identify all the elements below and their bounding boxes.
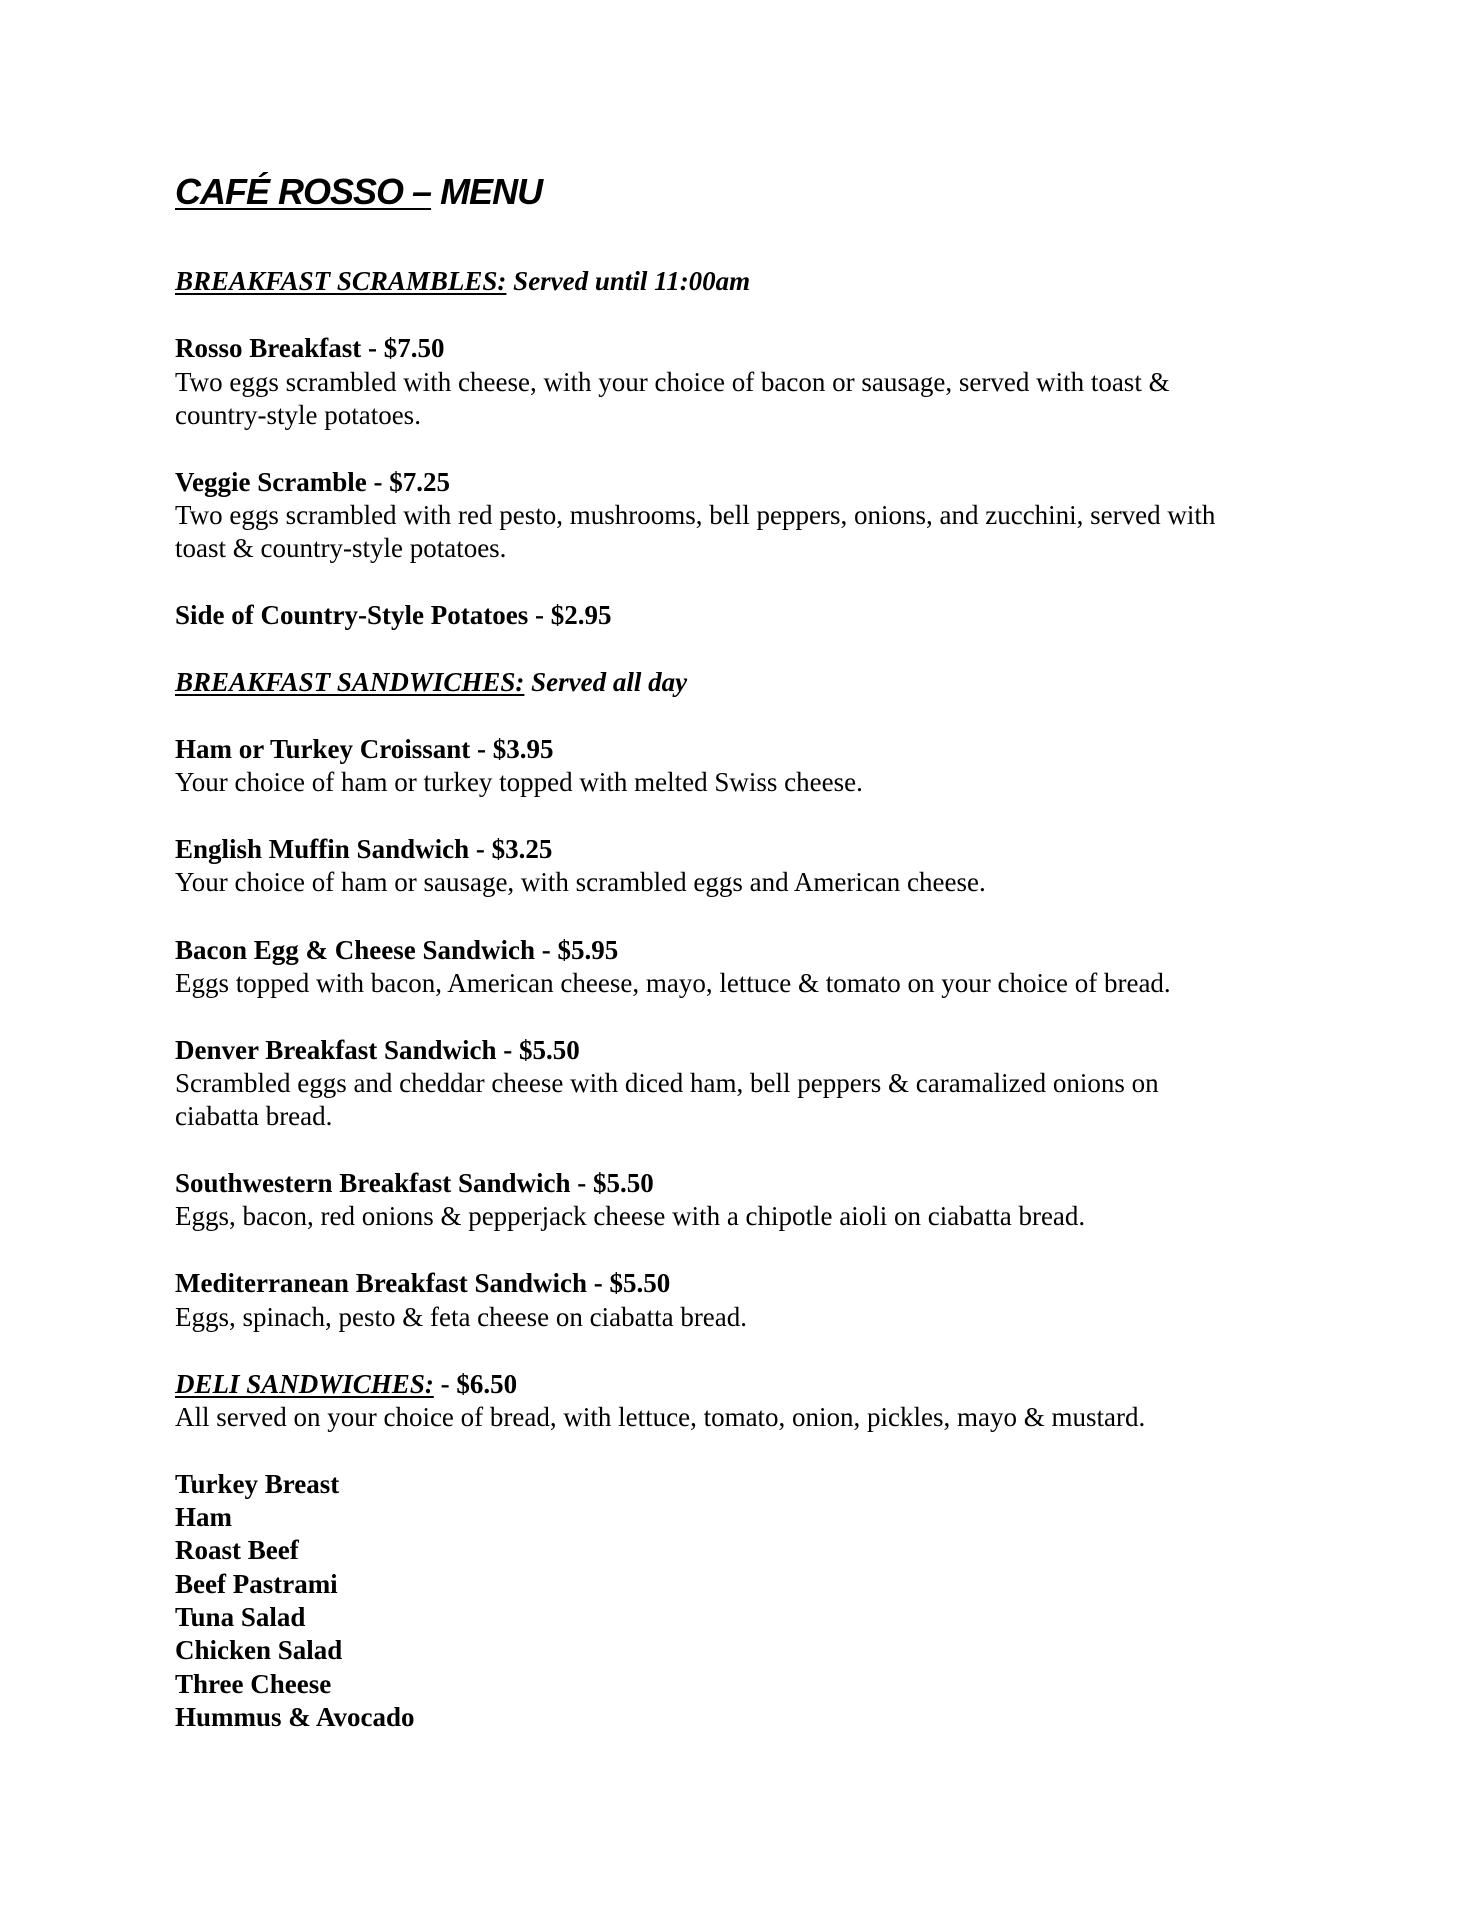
menu-item-name: Southwestern Breakfast Sandwich - $5.50 (175, 1168, 654, 1198)
menu-title-underlined: CAFÉ ROSSO – (175, 171, 432, 212)
section-heading-sandwiches (175, 666, 687, 699)
deli-item: Ham (175, 1502, 232, 1532)
deli-item: Chicken Salad (175, 1635, 343, 1665)
menu-item-name: Veggie Scramble - $7.25 (175, 467, 450, 497)
scrambles-note: Served until 11:00am (513, 266, 751, 296)
section-heading-scrambles (175, 265, 750, 298)
sandwiches-heading: BREAKFAST SANDWICHES: (175, 667, 525, 697)
menu-item-name: Rosso Breakfast - $7.50 (175, 333, 445, 363)
menu-title-rest: MENU (431, 171, 543, 212)
deli-item: Turkey Breast (175, 1469, 340, 1499)
menu-item-description: Your choice of ham or sausage, with scrambled eggs and American cheese. (175, 867, 986, 897)
menu-item-name: Mediterranean Breakfast Sandwich - $5.50 (175, 1268, 671, 1298)
scrambles-heading: BREAKFAST SCRAMBLES: (175, 266, 507, 296)
deli-item: Roast Beef (175, 1535, 299, 1565)
deli-item: Tuna Salad (175, 1602, 306, 1632)
sandwiches-note: Served all day (531, 667, 688, 697)
menu-item-description: Eggs topped with bacon, American cheese, mayo, lettuce & tomato on your choice of bread. (175, 968, 1171, 998)
menu-item-description: Two eggs scrambled with cheese, with your choice of bacon or sausage, served with toast & (175, 367, 1170, 397)
menu-item-description: ciabatta bread. (175, 1101, 333, 1131)
menu-title (175, 170, 542, 214)
section-heading-deli (175, 1368, 517, 1401)
deli-price: $6.50 (456, 1369, 518, 1399)
menu-item-description: Scrambled eggs and cheddar cheese with diced ham, bell peppers & caramalized onions on (175, 1068, 1159, 1098)
menu-item-description: Eggs, spinach, pesto & feta cheese on ciabatta bread. (175, 1302, 748, 1332)
menu-item-name: Ham or Turkey Croissant - $3.95 (175, 734, 554, 764)
menu-item-description: Eggs, bacon, red onions & pepperjack cheese with a chipotle aioli on ciabatta bread. (175, 1201, 1086, 1231)
menu-item-name: English Muffin Sandwich - $3.25 (175, 834, 553, 864)
deli-item: Three Cheese (175, 1669, 332, 1699)
deli-heading: DELI SANDWICHES: (175, 1369, 434, 1399)
menu-item-description: Your choice of ham or turkey topped with melted Swiss cheese. (175, 767, 863, 797)
menu-item-description: country-style potatoes. (175, 400, 421, 430)
deli-description: All served on your choice of bread, with lettuce, tomato, onion, pickles, mayo & mustard. (175, 1402, 1146, 1432)
menu-item-name: Denver Breakfast Sandwich - $5.50 (175, 1035, 580, 1065)
deli-item: Beef Pastrami (175, 1569, 338, 1599)
deli-separator: - (433, 1369, 457, 1399)
menu-item-description: toast & country-style potatoes. (175, 533, 507, 563)
menu-item-name: Bacon Egg & Cheese Sandwich - $5.95 (175, 935, 619, 965)
deli-item: Hummus & Avocado (175, 1702, 415, 1732)
menu-item-description: Two eggs scrambled with red pesto, mushrooms, bell peppers, onions, and zucchini, served with (175, 500, 1216, 530)
menu-item-name: Side of Country-Style Potatoes - $2.95 (175, 600, 612, 630)
